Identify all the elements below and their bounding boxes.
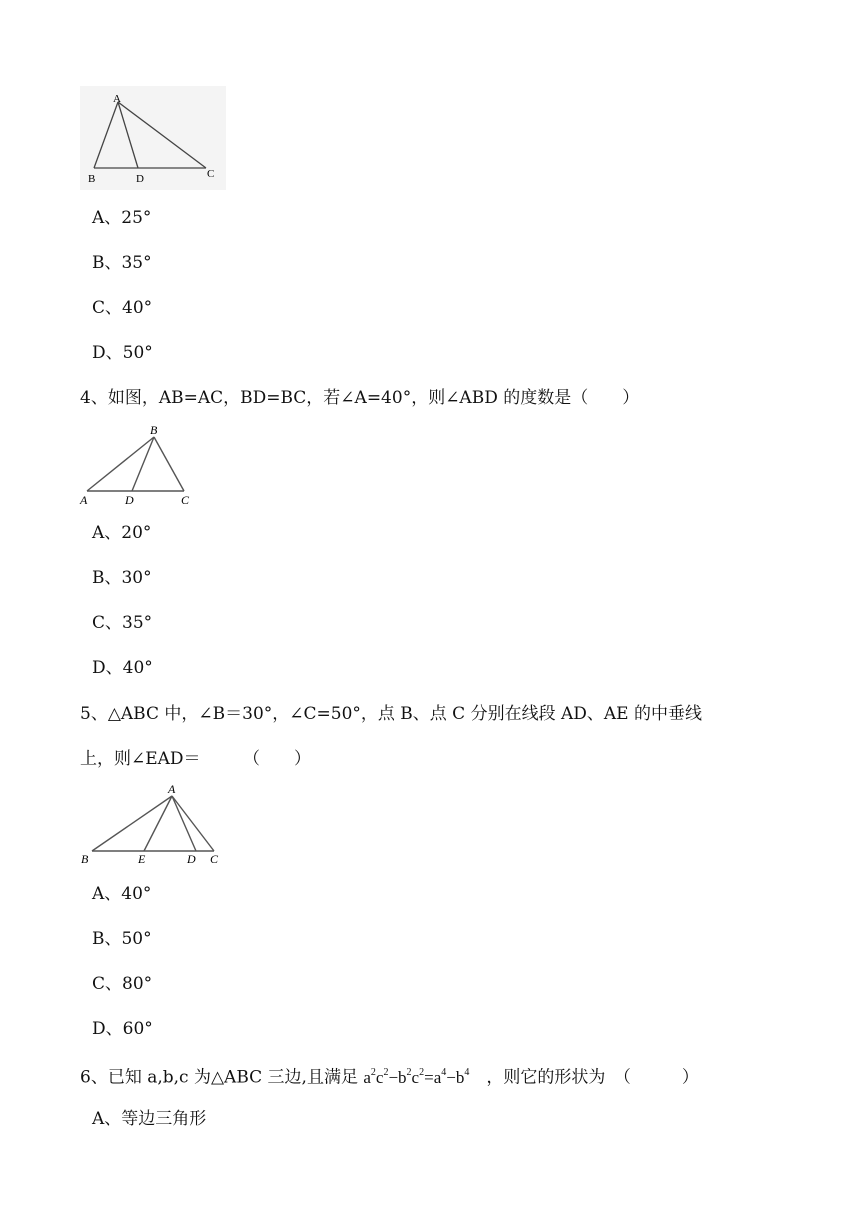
q5-text-line2: 上，则∠EAD＝ （ ） <box>80 749 312 769</box>
q6-option-a[interactable]: A、等边三角形 <box>92 1109 207 1129</box>
label-d: D <box>187 852 196 866</box>
q4-option-b[interactable]: B、30° <box>92 568 152 588</box>
label-d: D <box>125 493 134 507</box>
segment-ab <box>92 796 172 851</box>
q4-text: 4、如图，AB=AC，BD=BC，若∠A=40°，则∠ABD 的度数是（ ） <box>80 388 640 408</box>
q3-option-d[interactable]: D、50° <box>92 343 153 363</box>
label-c: C <box>210 852 219 866</box>
q4-option-c[interactable]: C、35° <box>92 613 153 633</box>
segment-ab <box>87 437 154 491</box>
q3-option-b[interactable]: B、35° <box>92 253 152 273</box>
figure-triangle-q5 <box>78 782 228 868</box>
label-c: C <box>207 168 215 180</box>
q5-option-a[interactable]: A、40° <box>92 884 152 904</box>
label-a: A <box>168 782 176 796</box>
segment-bc <box>154 437 184 491</box>
segment-ae <box>144 796 172 851</box>
label-a: A <box>80 493 88 507</box>
label-b: B <box>88 173 96 185</box>
label-b: B <box>81 852 89 866</box>
q5-text-line1: 5、△ABC 中，∠B＝30°，∠C=50°，点 B、点 C 分别在线段 AD、AE 的中垂线 <box>80 704 702 724</box>
label-a: A <box>113 93 121 105</box>
q6-formula: $a^2c^2-b^2c^2=a^4-b^4$ <box>363 1067 470 1087</box>
q6-text <box>80 1063 699 1089</box>
label-d: D <box>136 173 144 185</box>
label-c: C <box>181 493 190 507</box>
figure-triangle-abc-1 <box>80 86 226 190</box>
q6-prefix: 6、已知 a,b,c 为△ABC 三边,且满足 <box>80 1067 364 1088</box>
figure-triangle-q4 <box>78 422 202 508</box>
label-e: E <box>138 852 146 866</box>
label-b: B <box>150 423 158 437</box>
q4-option-a[interactable]: A、20° <box>92 523 152 543</box>
q5-option-d[interactable]: D、60° <box>92 1019 153 1039</box>
q3-option-c[interactable]: C、40° <box>92 298 153 318</box>
q5-option-c[interactable]: C、80° <box>92 974 153 994</box>
q6-suffix: ，则它的形状为 （ ） <box>469 1067 699 1088</box>
q5-option-b[interactable]: B、50° <box>92 929 152 949</box>
q4-option-d[interactable]: D、40° <box>92 658 153 678</box>
q3-option-a[interactable]: A、25° <box>92 208 152 228</box>
